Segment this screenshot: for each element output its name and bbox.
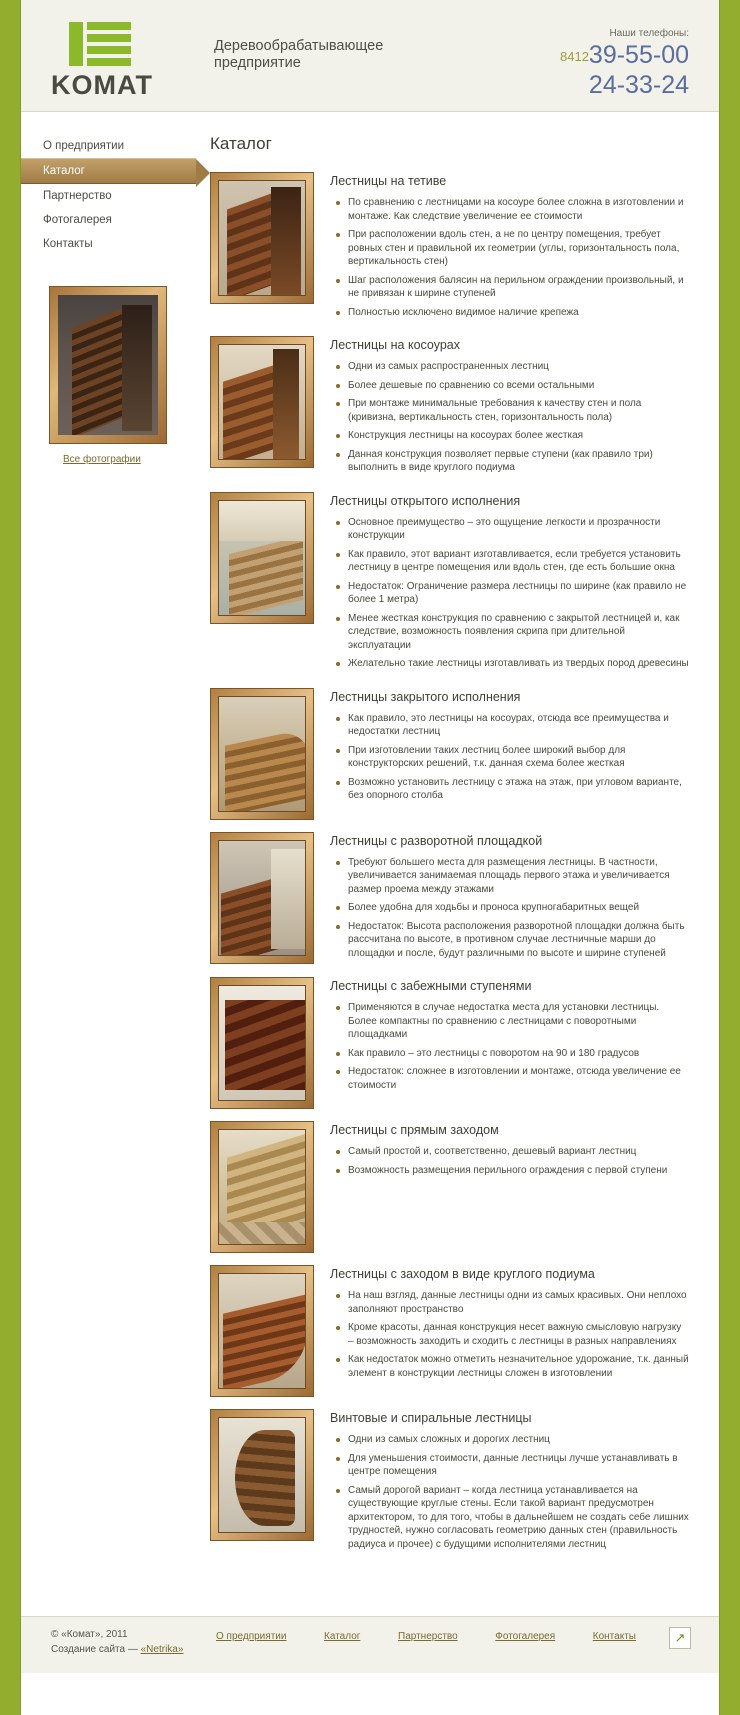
bullet: Недостаток: сложнее в изготовлении и монтаже, отсюда увеличение ее стоимости <box>346 1065 689 1092</box>
catalog-item-title: Лестницы открытого исполнения <box>330 493 521 508</box>
catalog-item-title: Лестницы на косоурах <box>330 338 460 352</box>
catalog-item <box>210 977 689 1109</box>
catalog-item-body <box>314 1265 689 1397</box>
catalog-item-thumb[interactable] <box>210 492 314 624</box>
bullet: Возможно установить лестницу с этажа на этаж, при угловом варианте, без опорного столба <box>346 776 689 803</box>
page <box>20 0 720 1715</box>
sidebar-link-contacts[interactable]: Контакты <box>43 238 93 250</box>
sidebar-item-contacts[interactable] <box>21 232 196 256</box>
bullet: Самый простой и, соответственно, дешевый вариант лестниц <box>346 1145 689 1159</box>
catalog-item-title: Лестницы с разворотной площадкой <box>330 833 543 848</box>
bullet: Как правило, это лестницы на косоурах, отсюда все преимущества и недостатки лестниц <box>346 712 689 739</box>
phone-number-1: 39-55-00 <box>588 41 689 69</box>
sidebar-item-gallery[interactable] <box>21 208 196 232</box>
footer-link-contacts[interactable]: Контакты <box>592 1631 636 1642</box>
phone-area-code: 8412 <box>560 49 589 64</box>
catalog-item <box>210 172 689 324</box>
body-wrapper <box>21 112 719 1598</box>
sidebar <box>21 112 196 1598</box>
bullet: Недостаток: Ограничение размера лестницы по ширине (как правило не более 1 метра) <box>346 580 689 607</box>
bullet: Более дешевые по сравнению со всеми остальными <box>346 379 689 393</box>
sidebar-link-catalog[interactable]: Каталог <box>43 165 85 177</box>
catalog-item-bullets <box>330 712 689 803</box>
catalog-item <box>210 492 689 676</box>
catalog-item-bullets <box>330 196 689 319</box>
bullet: Как правило, этот вариант изготавливается, если требуется установить лестницу в центре помещения или вдоль стен, где есть большие окна <box>346 548 689 575</box>
bullet: Основное преимущество – это ощущение легкости и прозрачности конструкции <box>346 516 689 543</box>
site-header <box>21 0 719 112</box>
catalog-item-thumb[interactable] <box>210 1121 314 1253</box>
catalog-item-body <box>314 492 689 676</box>
footer-link-gallery[interactable]: Фотогалерея <box>495 1631 556 1642</box>
site-slogan: Деревообрабатывающее предприятие <box>214 38 384 71</box>
catalog-item-title: Лестницы закрытого исполнения <box>330 689 521 704</box>
sidebar-photo[interactable] <box>49 286 167 444</box>
scroll-to-top-icon[interactable]: ↗ <box>669 1627 691 1649</box>
catalog-item <box>210 1409 689 1556</box>
catalog-item-image <box>218 344 306 460</box>
bullet: Как правило – это лестницы с поворотом на 90 и 180 градусов <box>346 1047 689 1061</box>
bullet: Одни из самых сложных и дорогих лестниц <box>346 1433 689 1447</box>
sidebar-link-partnership[interactable]: Партнерство <box>43 190 112 202</box>
catalog-item-bullets <box>330 1145 689 1177</box>
bullet: Как недостаток можно отметить незначительное удорожание, т.к. данный элемент в конструкции лестницы сложен в изготовлении <box>348 1354 689 1379</box>
bullet: На наш взгляд, данные лестницы одни из самых красивых. Они неплохо заполняют пространство <box>346 1289 689 1316</box>
catalog-item-image <box>218 1417 306 1533</box>
catalog-item-body <box>314 832 689 966</box>
sidebar-gallery-link-wrap <box>63 454 196 465</box>
bullet: Одни из самых распространенных лестниц <box>346 360 689 374</box>
bullet: Возможность размещения перильного ограждения с первой ступени <box>346 1164 689 1178</box>
catalog-item-thumb[interactable] <box>210 688 314 820</box>
catalog-item-thumb[interactable] <box>210 1409 314 1541</box>
site-footer <box>21 1616 719 1673</box>
catalog-item-thumb[interactable] <box>210 336 314 468</box>
phone-primary <box>560 41 689 71</box>
catalog-item <box>210 1121 689 1253</box>
sidebar-item-partnership[interactable] <box>21 184 196 208</box>
catalog-item-body <box>314 1409 689 1556</box>
sidebar-photo-image <box>58 295 158 435</box>
copyright: © «Комат», 2011 <box>51 1629 128 1640</box>
catalog-item-bullets <box>330 1001 689 1092</box>
made-by-link[interactable]: «Netrika» <box>140 1644 184 1655</box>
catalog-item-thumb[interactable] <box>210 832 314 964</box>
page-title: Каталог <box>210 134 272 153</box>
bullet: Недостаток: Высота расположения разворотной площадки должна быть рассчитана по высоте, в противном случае лестничные марши до площадки и после, будут различными по высоте и ширине ступеней <box>346 920 689 961</box>
bullet: Самый дорогой вариант – когда лестница устанавливается на существующие круглые стены. Если такой вариант предусмотрен архитектором, то для того, чтобы в дальнейшем не создать себе лишних трудностей, нужно согласовать геометрию данных стен (правильность радиуса и прочее) с будущими исполнителями лестниц <box>348 1484 689 1550</box>
catalog-item-image <box>218 500 306 616</box>
catalog-item-image <box>218 985 306 1101</box>
catalog-item-thumb[interactable] <box>210 172 314 304</box>
phone-number-2: 24-33-24 <box>588 71 689 99</box>
catalog-item-body <box>314 172 689 324</box>
bullet: По сравнению с лестницами на косоуре более сложна в изготовлении и монтаже. Как следствие увеличение ее стоимости <box>346 196 689 223</box>
bullet: Конструкция лестницы на косоурах более жесткая <box>346 429 689 443</box>
bullet: При расположении вдоль стен, а не по центру помещения, требует ровных стен и правильной их геометрии (углы, горизонтальность пола, вертикальность стен) <box>346 228 689 269</box>
catalog-item-thumb[interactable] <box>210 1265 314 1397</box>
logo-text: KOMAT <box>51 70 153 100</box>
catalog-item-image <box>218 1273 306 1389</box>
bullet: Шаг расположения балясин на перильном ограждении произвольный, и не привязан к ширине ступеней <box>346 274 689 301</box>
footer-link-catalog[interactable]: Каталог <box>324 1631 361 1642</box>
catalog-item <box>210 1265 689 1397</box>
footer-link-partnership[interactable]: Партнерство <box>398 1631 458 1642</box>
site-logo[interactable] <box>51 22 191 101</box>
sidebar-menu <box>21 134 196 256</box>
bullet: Данная конструкция позволяет первые ступени (как правило три) выполнить в виде круглого подиума <box>346 448 689 475</box>
made-by <box>51 1644 689 1655</box>
bullet: Более удобна для ходьбы и проноса крупногабаритных вещей <box>346 901 689 915</box>
catalog-item-title: Лестницы с прямым заходом <box>330 1123 499 1137</box>
bullet: При изготовлении таких лестниц более широкий выбор для конструкторских решений, т.к. данная схема более жесткая <box>346 744 689 771</box>
main-content <box>196 112 719 1598</box>
catalog-item-bullets <box>330 360 689 475</box>
sidebar-item-about[interactable] <box>21 134 196 158</box>
bottom-strip <box>21 1673 719 1715</box>
catalog-item-bullets <box>330 1289 689 1380</box>
footer-nav <box>216 1631 636 1642</box>
bullet: Менее жесткая конструкция по сравнению с закрытой лестницей и, как следствие, возможность появления скрипа при длительной эксплуатации <box>346 612 689 653</box>
all-photos-link[interactable]: Все фотографии <box>63 454 141 465</box>
catalog-item-bullets <box>330 856 689 961</box>
bullet: Применяются в случае недостатка места для установки лестницы. Более компактны по сравнению с лестницами с поворотными площадками <box>346 1001 689 1042</box>
bullet: Кроме красоты, данная конструкция несет важную смысловую нагрузку – возможность заходить и сходить с лестницы в разных направлениях <box>346 1321 689 1348</box>
catalog-item-title: Лестницы на тетиве <box>330 174 447 188</box>
catalog-item-body <box>314 1121 689 1253</box>
bullet: При монтаже минимальные требования к качеству стен и пола (кривизна, вертикальность стен, горизонтальность пола) <box>346 397 689 424</box>
catalog-item-bullets <box>330 516 689 671</box>
catalog-item-body <box>314 336 689 480</box>
catalog-item-title: Винтовые и спиральные лестницы <box>330 1411 532 1425</box>
bullet: Для уменьшения стоимости, данные лестницы лучше устанавливать в центре помещения <box>346 1452 689 1479</box>
catalog-item-body <box>314 977 689 1109</box>
header-phones <box>560 28 689 99</box>
catalog-item <box>210 336 689 480</box>
logo-mark-icon <box>69 22 131 66</box>
bullet: Полностью исключено видимое наличие крепежа <box>346 306 689 320</box>
catalog-item <box>210 688 689 820</box>
catalog-item-image <box>218 1129 306 1245</box>
sidebar-item-catalog[interactable] <box>21 158 196 184</box>
made-by-prefix: Создание сайта — <box>51 1644 141 1655</box>
catalog-item-thumb[interactable] <box>210 977 314 1109</box>
catalog-item-title: Лестницы с забежными ступенями <box>330 979 532 993</box>
catalog-item-image <box>218 840 306 956</box>
sidebar-link-gallery[interactable]: Фотогалерея <box>43 214 112 226</box>
catalog-item-body <box>314 688 689 820</box>
phones-caption: Наши телефоны: <box>609 28 689 39</box>
sidebar-link-about[interactable]: О предприятии <box>43 140 125 152</box>
catalog-item <box>210 832 689 966</box>
bullet: Желательно такие лестницы изготавливать из твердых пород древесины <box>348 658 689 669</box>
catalog-item-image <box>218 180 306 296</box>
catalog-item-bullets <box>330 1433 689 1551</box>
footer-link-about[interactable]: О предприятии <box>216 1631 287 1642</box>
catalog-item-image <box>218 696 306 812</box>
bullet: Требуют большего места для размещения лестницы. В частности, увеличивается занимаемая площадь первого этажа и увеличивается размер проема между этажами <box>346 856 689 897</box>
catalog-item-title: Лестницы с заходом в виде круглого подиума <box>330 1267 595 1281</box>
